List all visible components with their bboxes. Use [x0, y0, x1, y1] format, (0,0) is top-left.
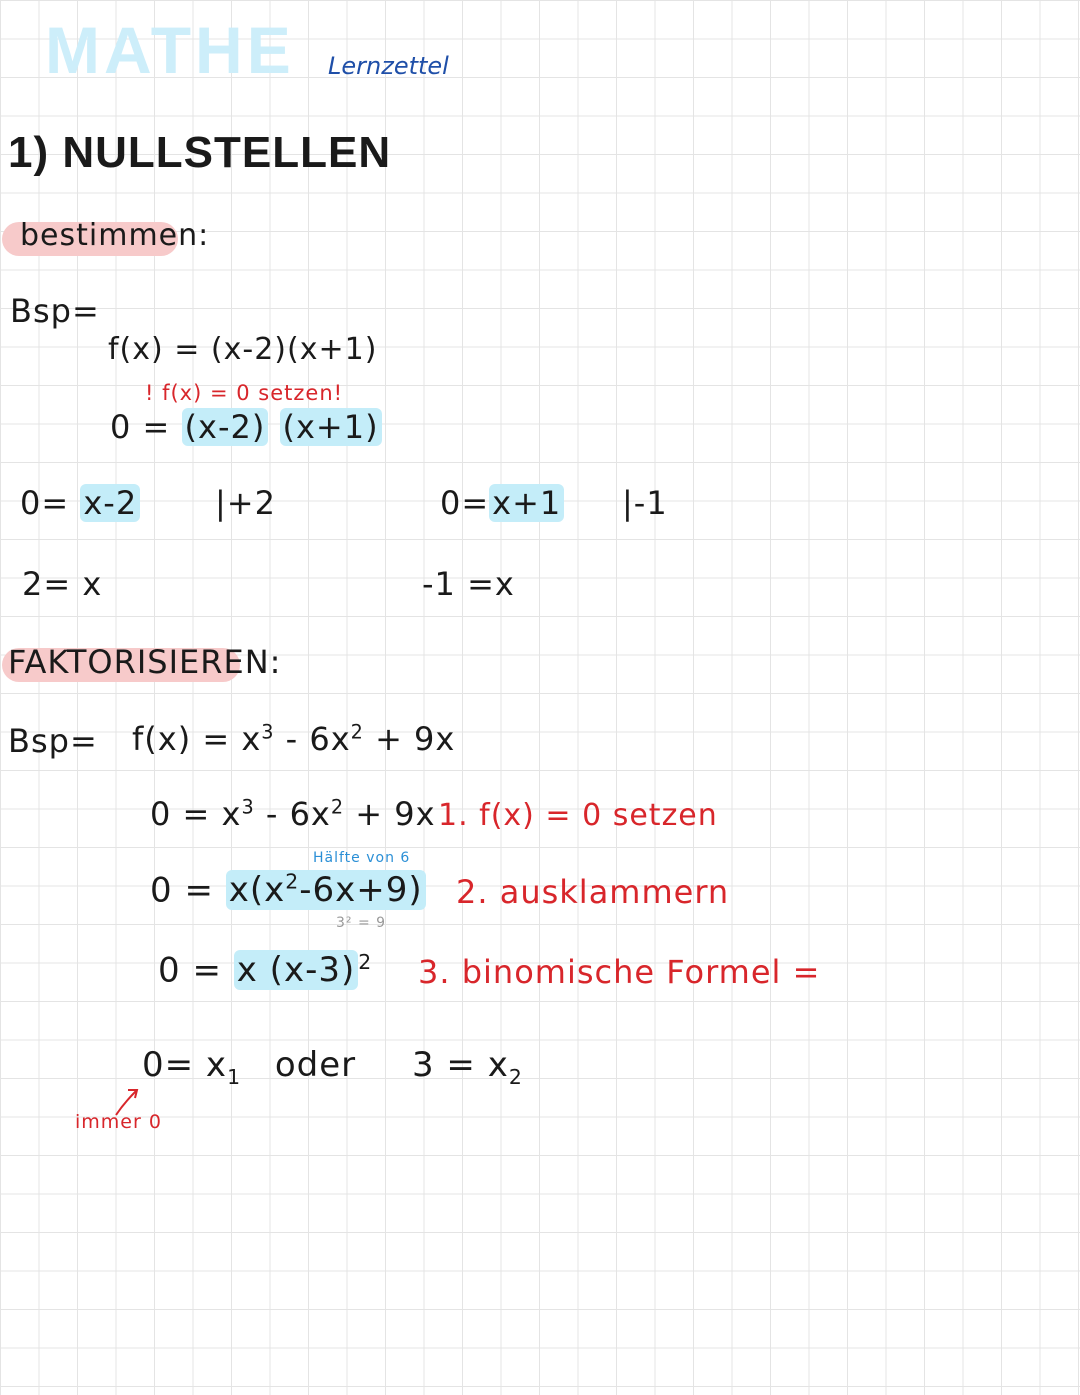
line2-rest: -6x+9) — [299, 870, 423, 911]
example-label: Bsp= — [10, 292, 100, 330]
function-definition-2 — [132, 720, 455, 758]
note-setzen: ! f(x) = 0 setzen! — [145, 381, 344, 405]
line2-factored — [226, 870, 426, 910]
left-step-operation: |+2 — [215, 484, 276, 522]
func-end: + 9x — [363, 720, 456, 758]
equation-zero — [110, 408, 382, 446]
result-line — [142, 1045, 523, 1089]
right-step-1 — [440, 484, 564, 522]
right-step-operation: |-1 — [622, 484, 668, 522]
left-step-factor: x-2 — [80, 484, 140, 522]
left-result: 2= x — [22, 565, 103, 603]
exponent: 3 — [241, 795, 255, 819]
example-label-2: Bsp= — [8, 722, 98, 760]
line2-prefix: 0 = — [150, 870, 226, 911]
page-subtitle: Lernzettel — [328, 52, 449, 80]
line1-end: + 9x — [344, 795, 436, 833]
section-heading-nullstellen: 1) NULLSTELLEN — [8, 128, 392, 177]
left-step-prefix: 0= — [20, 484, 81, 522]
exponent: 2 — [350, 720, 364, 744]
factor-line-2 — [150, 870, 426, 910]
page-title: MATHE — [45, 13, 295, 87]
result-oder: oder — [274, 1045, 357, 1085]
hint-haelfte: Hälfte von 6 — [313, 850, 411, 866]
line3-prefix: 0 = — [158, 950, 234, 991]
step-2-note: 2. ausklammern — [456, 873, 730, 911]
exponent: 2 — [330, 795, 345, 819]
subscript: 2 — [508, 1064, 523, 1089]
subscript: 1 — [227, 1064, 242, 1089]
note-immer-null: immer 0 — [75, 1111, 162, 1133]
line2-x-paren: x(x — [228, 870, 286, 911]
exponent: 3 — [261, 720, 275, 744]
result-x1: 0= x — [142, 1045, 228, 1085]
line3-factored: x (x-3) — [234, 950, 358, 990]
line1-prefix: 0 = x — [150, 795, 242, 833]
right-result: -1 =x — [422, 565, 515, 603]
factor-line-3 — [158, 950, 372, 990]
factor-line-1 — [150, 795, 436, 833]
right-step-prefix: 0= — [440, 484, 490, 522]
equation-prefix: 0 = — [110, 408, 182, 446]
equation-factor-2: (x+1) — [280, 408, 382, 446]
subheading-bestimmen: bestimmen: — [20, 218, 210, 253]
step-1-note: 1. f(x) = 0 setzen — [438, 798, 718, 833]
result-x2: 3 = x — [411, 1045, 509, 1085]
hint-square: 3² = 9 — [336, 915, 387, 931]
right-step-factor: x+1 — [489, 484, 564, 522]
function-definition: f(x) = (x-2)(x+1) — [108, 332, 378, 367]
exponent: 2 — [285, 870, 300, 894]
line1-mid: - 6x — [254, 795, 331, 833]
func-mid: - 6x — [274, 720, 351, 758]
step-3-note: 3. binomische Formel = — [418, 953, 821, 991]
exponent: 2 — [358, 950, 373, 974]
left-step-1 — [20, 484, 140, 522]
equation-factor-1: (x-2) — [182, 408, 269, 446]
func-prefix: f(x) = x — [132, 720, 262, 758]
section-heading-faktorisieren: FAKTORISIEREN: — [8, 643, 282, 681]
